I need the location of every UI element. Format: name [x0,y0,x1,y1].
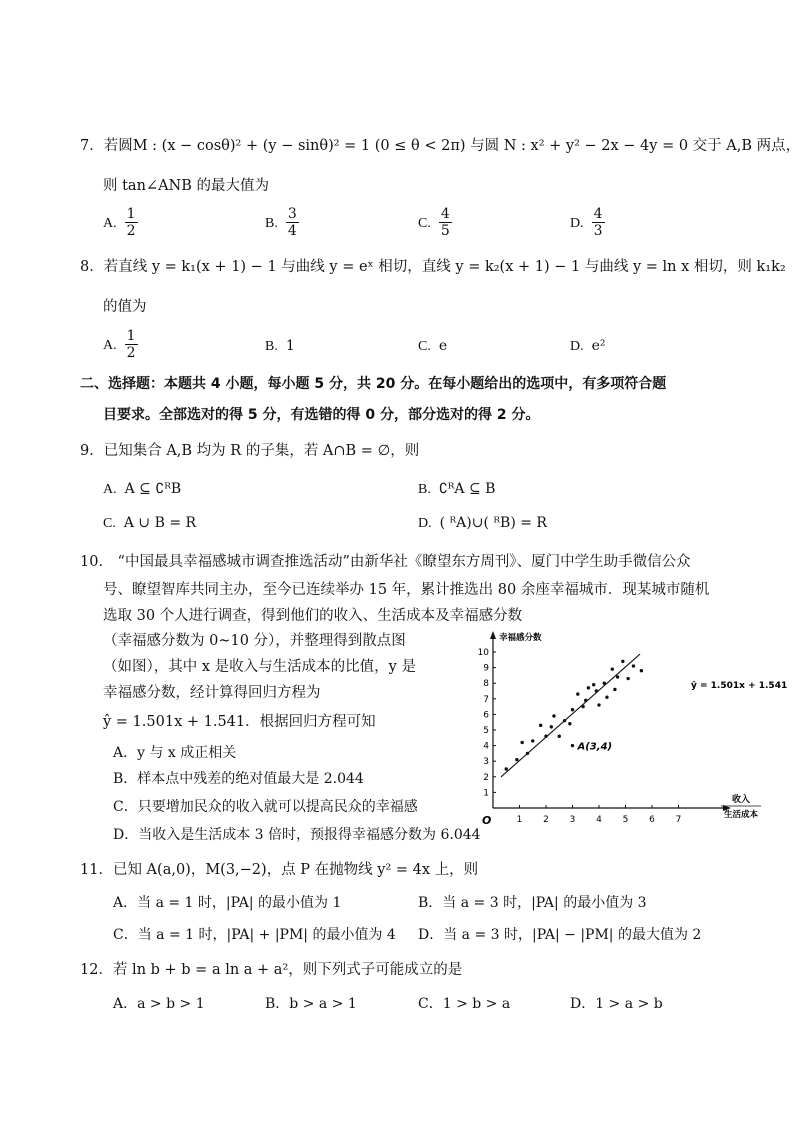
chart-ticks [478,648,682,825]
chart-points [505,660,644,771]
data-point [520,741,523,744]
q12-option-a[interactable]: A．a > b > 1 [113,996,205,1012]
q11-option-c[interactable]: C．当 a = 1 时，|PA| + |PM| 的最小值为 4 [113,927,396,943]
q12-option-c[interactable]: C．1 > b > a [418,996,511,1012]
data-point [526,752,529,755]
x-tick-label: 2 [543,815,549,825]
data-point [576,692,579,695]
data-point [597,703,600,706]
data-point [544,735,547,738]
section-2-instructions-2: 目要求。全部选对的得 5 分，有选错的得 0 分，部分选对的得 2 分。 [103,407,540,423]
q10-option-d[interactable]: D．当收入是生活成本 3 倍时，预报得幸福感分数为 6.044 [113,827,481,843]
q8-stem: 8．若直线 y = k₁(x + 1) − 1 与曲线 y = eˣ 相切，直线 y = k₂(x + 1) − 1 与曲线 y = ln x 相切，则 k₁k₂ [80,259,786,275]
q10-stem-2: 号、瞭望智库共同主办，至今已连续举办 15 年，累计推选出 80 余座幸福城市．现某城市随机 [103,582,710,598]
y-tick-label: 7 [483,694,489,705]
q8-stem-2: 的值为 [103,299,147,315]
y-tick-label: 3 [483,757,489,768]
x-tick-label: 4 [596,815,602,825]
q9-option-b[interactable]: B. ∁ᴿA ⊆ B [418,481,496,497]
q11-stem: 11．已知 A(a,0)，M(3,−2)，点 P 在抛物线 y² = 4x 上，则 [80,862,479,878]
y-axis-arrow [490,631,496,639]
data-point [515,758,518,761]
q10-stem-4: （幸福感分数为 0~10 分），并整理得到散点图 [103,633,406,649]
chart-axes [490,631,731,811]
q11-option-a[interactable]: A．当 a = 1 时，|PA| 的最小值为 1 [113,895,342,911]
data-point [592,683,595,686]
chart-labels [482,632,787,827]
x-axis-label-bottom: 生活成本 [723,810,759,820]
data-point [550,725,553,728]
data-point [571,708,574,711]
data-point [581,705,584,708]
origin-label: O [482,814,492,827]
data-point [603,682,606,685]
data-point [616,675,619,678]
x-tick-label: 3 [569,815,576,825]
q11-option-b[interactable]: B．当 a = 3 时，|PA| 的最小值为 3 [418,895,647,911]
q7-stem-2: 则 tan∠ANB 的最大值为 [103,178,269,194]
y-tick-label: 9 [483,663,489,674]
x-tick-label: 7 [675,815,682,825]
q10-stem-5: （如图），其中 x 是收入与生活成本的比值，y 是 [103,659,416,675]
q8-option-d[interactable]: D. e² [570,338,606,354]
data-point [563,719,566,722]
y-axis-label: 幸福感分数 [499,633,542,643]
x-tick-label: 5 [622,815,629,825]
data-point [613,688,616,691]
q11-option-d[interactable]: D．当 a = 3 时，|PA| − |PM| 的最大值为 2 [418,927,702,943]
data-point [558,735,561,738]
data-point [621,660,624,663]
data-point [571,744,574,747]
q10-option-c[interactable]: C．只要增加民众的收入就可以提高民众的幸福感 [113,799,418,815]
data-point [626,677,629,680]
regression-label: ŷ = 1.501x + 1.541 [691,681,788,691]
q10-stem-6: 幸福感分数，经计算得回归方程为 [103,685,321,701]
y-tick-label: 10 [477,648,489,658]
data-point [587,686,590,689]
data-point [584,699,587,702]
q8-option-c[interactable]: C. e [418,338,448,354]
y-tick-label: 6 [483,710,489,721]
data-point [640,669,643,672]
x-tick-label: 1 [516,815,523,825]
q9-option-a[interactable]: A. A ⊆ ∁ᴿB [103,481,182,497]
q12-option-b[interactable]: B．b > a > 1 [265,996,357,1012]
data-point [632,664,635,667]
q7-option-d[interactable]: D. $\frac{4}{3}$ [570,206,603,239]
data-point [531,739,534,742]
data-point [611,667,614,670]
x-tick-label: 6 [649,815,655,825]
y-tick-label: 1 [483,788,489,799]
q10-option-a[interactable]: A．y 与 x 成正相关 [113,745,237,761]
data-point [505,767,508,770]
q9-option-d[interactable]: D. ( ᴿA)∪( ᴿB) = R [418,515,547,531]
y-tick-label: 5 [483,726,489,736]
section-2-instructions-1: 二、选择题：本题共 4 小题，每小题 5 分，共 20 分。在每小题给出的选项中，有多项符合题 [80,376,667,392]
q7-option-a[interactable]: A. $\frac{1}{2}$ [103,206,136,239]
y-tick-label: 2 [483,772,489,783]
q12-stem: 12．若 ln b + b = a ln a + a²，则下列式子可能成立的是 [80,962,463,978]
q10-option-b[interactable]: B．样本点中残差的绝对值最大是 2.044 [113,771,364,787]
x-axis-label-top: 收入 [731,795,751,805]
q8-option-b[interactable]: B. 1 [265,338,295,354]
q8-option-a[interactable]: A. $\frac{1}{2}$ [103,328,136,361]
q7-option-c[interactable]: C. $\frac{4}{5}$ [418,206,450,239]
q10-stem-1: 10. “中国最具幸福感城市调查推选活动”由新华社《瞭望东方周刊》、厦门中学生助手微信公众 [80,554,691,570]
data-point [595,689,598,692]
q9-option-c[interactable]: C. A ∪ B = R [103,515,197,531]
data-point [568,722,571,725]
point-a-label: A(3,4) [577,741,613,753]
q7-option-b[interactable]: B. $\frac{3}{4}$ [265,206,297,239]
q9-stem: 9．已知集合 A,B 均为 R 的子集，若 A∩B = ∅，则 [80,443,420,459]
regression-line [501,654,640,777]
q7-stem: 7．若圆M : (x − cosθ)² + (y − sinθ)² = 1 (0 ≤ θ < 2π) 与圆 N : x² + y² − 2x − 4y = 0 交于 A,B 两点， [80,138,800,154]
data-point [539,724,542,727]
q10-stem-3: 选取 30 个人进行调查，得到他们的收入、生活成本及幸福感分数 [103,608,523,624]
scatter-plot [465,628,788,828]
y-tick-label: 8 [483,679,489,690]
data-point [605,696,608,699]
q12-option-d[interactable]: D．1 > a > b [570,996,663,1012]
y-tick-label: 4 [483,741,489,752]
data-point [552,714,555,717]
q10-stem-7: ŷ = 1.501x + 1.541．根据回归方程可知 [103,714,376,730]
